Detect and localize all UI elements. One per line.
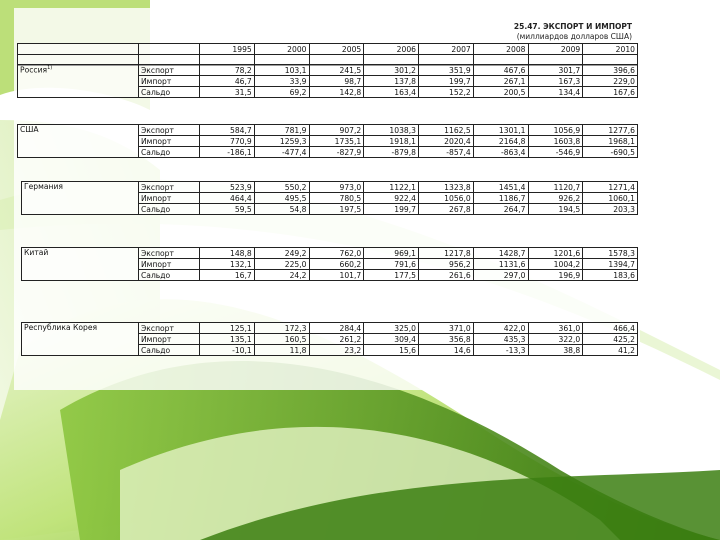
cell: 907,2 — [309, 125, 364, 136]
cell: 46,7 — [200, 76, 255, 87]
cell: 196,9 — [528, 270, 583, 281]
cell: 2164,8 — [473, 136, 528, 147]
cell: 167,3 — [528, 76, 583, 87]
cell: 523,9 — [200, 182, 255, 193]
table-title-line2: (миллиардов долларов США) — [516, 32, 632, 41]
cell: 1056,0 — [419, 193, 474, 204]
cell: 261,6 — [419, 270, 474, 281]
row-label: Импорт — [139, 259, 200, 270]
cell: -477,4 — [254, 147, 309, 158]
cell: 1186,7 — [473, 193, 528, 204]
cell: 1918,1 — [364, 136, 419, 147]
cell: 249,2 — [254, 248, 309, 259]
block-china — [21, 247, 638, 281]
cell: 361,0 — [528, 323, 583, 334]
row-label: Экспорт — [139, 65, 200, 76]
cell: 267,8 — [419, 204, 474, 215]
table-title — [514, 22, 632, 42]
table-row — [22, 248, 638, 259]
cell: 16,7 — [200, 270, 255, 281]
cell: 1131,6 — [473, 259, 528, 270]
cell: 142,8 — [309, 87, 364, 98]
cell: -10,1 — [200, 345, 255, 356]
cell: 1451,4 — [473, 182, 528, 193]
cell: 781,9 — [254, 125, 309, 136]
cell: 194,5 — [528, 204, 583, 215]
cell: 1968,1 — [583, 136, 638, 147]
cell: 926,2 — [528, 193, 583, 204]
cell: 163,4 — [364, 87, 419, 98]
row-label: Экспорт — [139, 125, 200, 136]
cell: 371,0 — [419, 323, 474, 334]
cell: 203,3 — [583, 204, 638, 215]
country-label: Республика Корея — [22, 323, 139, 356]
cell: 264,7 — [473, 204, 528, 215]
cell: 322,0 — [528, 334, 583, 345]
cell: 98,7 — [309, 76, 364, 87]
cell: 1428,7 — [473, 248, 528, 259]
country-label: Китай — [22, 248, 139, 281]
cell: 14,6 — [419, 345, 474, 356]
table-title-line1: 25.47. ЭКСПОРТ И ИМПОРТ — [513, 22, 632, 31]
column-header: 2006 — [364, 44, 419, 55]
cell: 325,0 — [364, 323, 419, 334]
cell: 466,4 — [583, 323, 638, 334]
row-label: Сальдо — [139, 345, 200, 356]
cell: 69,2 — [254, 87, 309, 98]
header-table — [17, 43, 638, 66]
row-label: Экспорт — [139, 182, 200, 193]
row-label: Сальдо — [139, 147, 200, 158]
cell: 1038,3 — [364, 125, 419, 136]
cell: 135,1 — [200, 334, 255, 345]
cell: -857,4 — [419, 147, 474, 158]
cell: 31,5 — [200, 87, 255, 98]
cell: -879,8 — [364, 147, 419, 158]
cell: 1735,1 — [309, 136, 364, 147]
row-label: Сальдо — [139, 270, 200, 281]
table-row — [18, 125, 638, 136]
cell: 197,5 — [309, 204, 364, 215]
row-label: Сальдо — [139, 204, 200, 215]
column-header: 2007 — [419, 44, 474, 55]
cell: 41,2 — [583, 345, 638, 356]
cell: 24,2 — [254, 270, 309, 281]
cell: 167,6 — [583, 87, 638, 98]
cell: 584,7 — [200, 125, 255, 136]
cell: 425,2 — [583, 334, 638, 345]
cell: 301,7 — [528, 65, 583, 76]
column-header: 2005 — [309, 44, 364, 55]
cell: 183,6 — [583, 270, 638, 281]
cell: 973,0 — [309, 182, 364, 193]
cell: 1004,2 — [528, 259, 583, 270]
cell: 1578,3 — [583, 248, 638, 259]
cell: -690,5 — [583, 147, 638, 158]
country-label: США — [18, 125, 139, 158]
cell: 1120,7 — [528, 182, 583, 193]
block-germany — [21, 181, 638, 215]
country-label: Россия$^{1)}$ — [18, 65, 139, 98]
cell: 1301,1 — [473, 125, 528, 136]
cell: 297,0 — [473, 270, 528, 281]
cell: 467,6 — [473, 65, 528, 76]
cell: 134,4 — [528, 87, 583, 98]
cell: 152,2 — [419, 87, 474, 98]
cell: 38,8 — [528, 345, 583, 356]
cell: 435,3 — [473, 334, 528, 345]
table-row — [22, 323, 638, 334]
cell: 1060,1 — [583, 193, 638, 204]
cell: 101,7 — [309, 270, 364, 281]
column-header: 2000 — [254, 44, 309, 55]
cell: 1201,6 — [528, 248, 583, 259]
cell: -827,9 — [309, 147, 364, 158]
cell: 1122,1 — [364, 182, 419, 193]
cell: -863,4 — [473, 147, 528, 158]
cell: 132,1 — [200, 259, 255, 270]
cell: 301,2 — [364, 65, 419, 76]
cell: 284,4 — [309, 323, 364, 334]
cell: 177,5 — [364, 270, 419, 281]
column-header: 2010 — [583, 44, 638, 55]
cell: 1056,9 — [528, 125, 583, 136]
cell: 770,9 — [200, 136, 255, 147]
cell: 780,5 — [309, 193, 364, 204]
cell: 2020,4 — [419, 136, 474, 147]
cell: 495,5 — [254, 193, 309, 204]
row-label: Импорт — [139, 136, 200, 147]
header-row — [18, 44, 638, 55]
cell: 550,2 — [254, 182, 309, 193]
row-label: Сальдо — [139, 87, 200, 98]
row-label: Импорт — [139, 334, 200, 345]
cell: 261,2 — [309, 334, 364, 345]
cell: 229,0 — [583, 76, 638, 87]
cell: 23,2 — [309, 345, 364, 356]
cell: 1162,5 — [419, 125, 474, 136]
cell: 125,1 — [200, 323, 255, 334]
cell: 225,0 — [254, 259, 309, 270]
cell: 15,6 — [364, 345, 419, 356]
cell: 241,5 — [309, 65, 364, 76]
cell: 148,8 — [200, 248, 255, 259]
cell: 59,5 — [200, 204, 255, 215]
cell: 11,8 — [254, 345, 309, 356]
block-korea — [21, 322, 638, 356]
column-header: 1995 — [200, 44, 255, 55]
table-row — [22, 182, 638, 193]
cell: 103,1 — [254, 65, 309, 76]
cell: 54,8 — [254, 204, 309, 215]
cell: 1323,8 — [419, 182, 474, 193]
cell: 1259,3 — [254, 136, 309, 147]
cell: 762,0 — [309, 248, 364, 259]
cell: 791,6 — [364, 259, 419, 270]
cell: 1271,4 — [583, 182, 638, 193]
cell: 309,4 — [364, 334, 419, 345]
row-label: Импорт — [139, 76, 200, 87]
cell: 969,1 — [364, 248, 419, 259]
cell: 396,6 — [583, 65, 638, 76]
row-label: Экспорт — [139, 248, 200, 259]
cell: 422,0 — [473, 323, 528, 334]
cell: 78,2 — [200, 65, 255, 76]
country-label: Германия — [22, 182, 139, 215]
column-header: 2009 — [528, 44, 583, 55]
column-header: 2008 — [473, 44, 528, 55]
cell: 137,8 — [364, 76, 419, 87]
row-label: Импорт — [139, 193, 200, 204]
cell: 200,5 — [473, 87, 528, 98]
cell: 956,2 — [419, 259, 474, 270]
cell: 199,7 — [364, 204, 419, 215]
cell: 922,4 — [364, 193, 419, 204]
cell: 33,9 — [254, 76, 309, 87]
cell: 1277,6 — [583, 125, 638, 136]
cell: 199,7 — [419, 76, 474, 87]
cell: 1217,8 — [419, 248, 474, 259]
table-row — [18, 65, 638, 76]
cell: -13,3 — [473, 345, 528, 356]
cell: 172,3 — [254, 323, 309, 334]
cell: -186,1 — [200, 147, 255, 158]
cell: -546,9 — [528, 147, 583, 158]
cell: 267,1 — [473, 76, 528, 87]
cell: 1603,8 — [528, 136, 583, 147]
cell: 660,2 — [309, 259, 364, 270]
cell: 351,9 — [419, 65, 474, 76]
cell: 356,8 — [419, 334, 474, 345]
block-russia — [17, 64, 638, 98]
cell: 160,5 — [254, 334, 309, 345]
cell: 1394,7 — [583, 259, 638, 270]
cell: 464,4 — [200, 193, 255, 204]
block-usa — [17, 124, 638, 158]
row-label: Экспорт — [139, 323, 200, 334]
